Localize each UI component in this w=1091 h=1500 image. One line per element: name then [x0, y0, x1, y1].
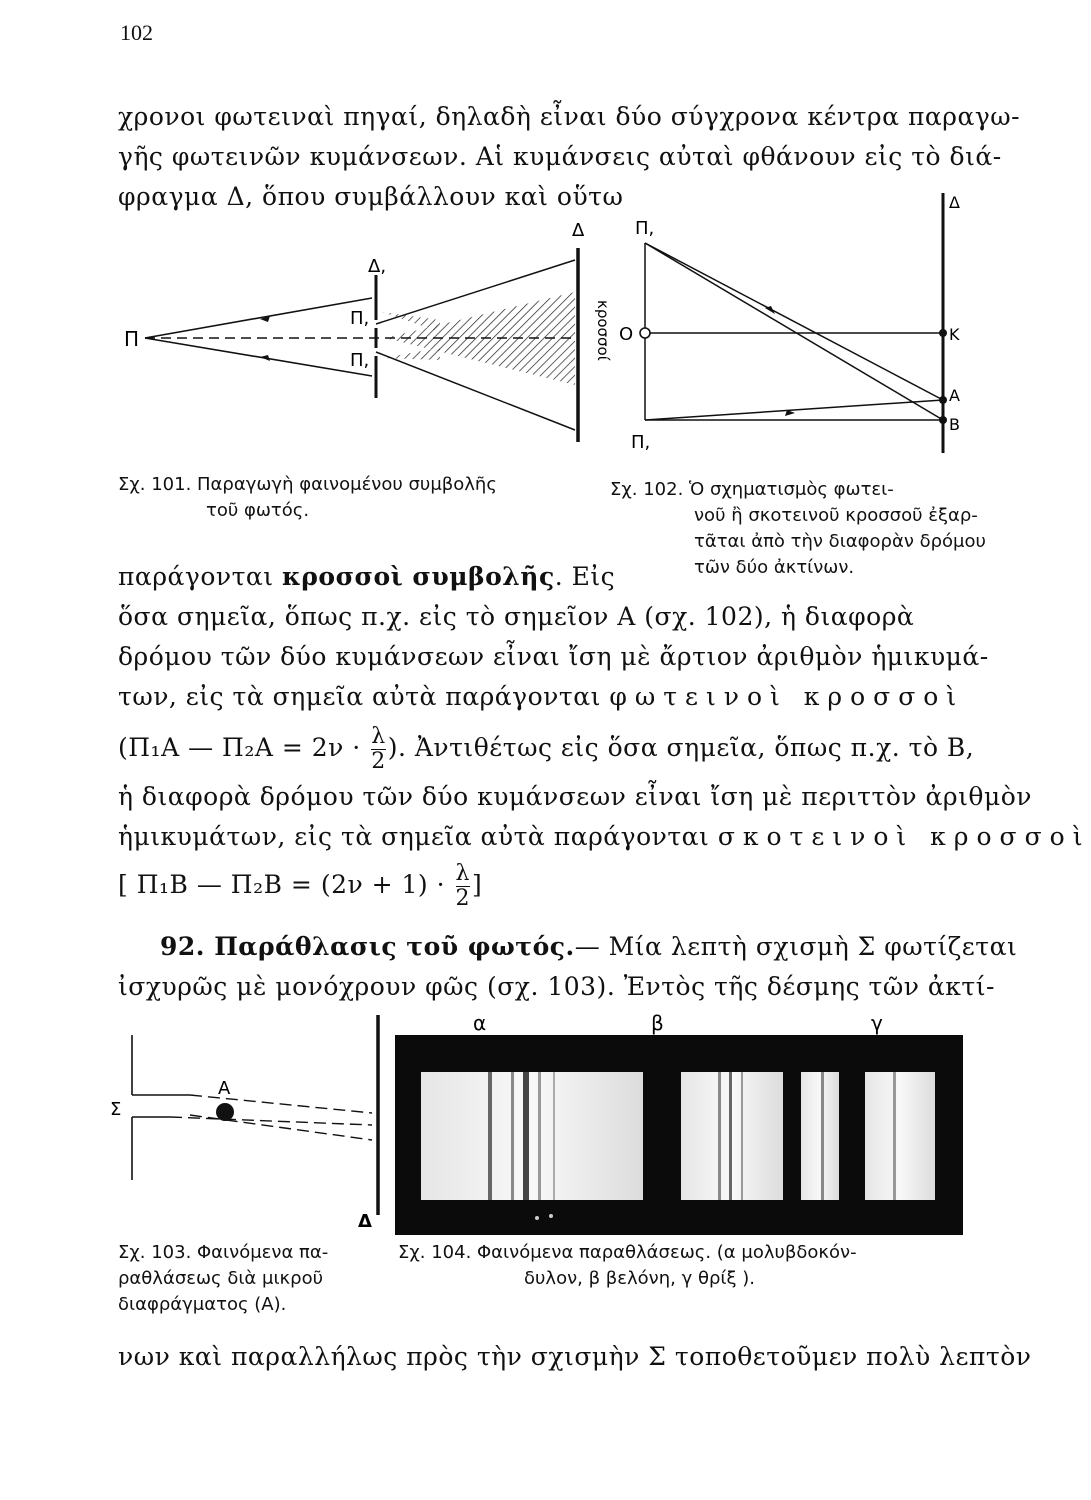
- fringe: [488, 1072, 492, 1200]
- panel-label: β: [651, 1011, 664, 1035]
- screen-label: Δ: [572, 220, 585, 241]
- text-line: [118, 560, 615, 594]
- emphasis-term: κροσσοὶ συμβολῆς: [282, 562, 555, 591]
- emphasis-term: φωτεινοὶ κροσσοὶ: [609, 682, 965, 711]
- text-line: νων καὶ παραλλήλως πρὸς τὴν σχισμὴν Σ τοποθετοῦμεν πολὺ λεπτὸν: [118, 1342, 1032, 1371]
- figure-102-caption: [610, 477, 986, 581]
- fringe: [741, 1072, 743, 1200]
- caption-line: Σχ. 102. Ὁ σχηματισμὸς φωτει-: [610, 479, 894, 500]
- caption-line: τοῦ φωτός.: [206, 500, 310, 521]
- slit-label: Π,: [350, 350, 370, 371]
- equation-line: [118, 862, 482, 911]
- fraction-numerator: λ: [371, 724, 386, 749]
- point-label: Ο: [619, 324, 634, 345]
- point-b: [939, 416, 947, 424]
- panel-alpha: [421, 1072, 643, 1200]
- section-heading-line: [160, 930, 1017, 964]
- text-line: δρόμου τῶν δύο κυμάνσεων εἶναι ἴση μὲ ἄρτιον ἀριθμὸν ἡμικυμά-: [118, 642, 989, 671]
- panel-label: γ: [871, 1011, 883, 1035]
- text-span: — Μία λεπτὴ σχισμὴ Σ φωτίζεται: [574, 932, 1018, 961]
- fringe: [718, 1072, 721, 1200]
- text-line: ἰσχυρῶς μὲ μονόχρουν φῶς (σχ. 103). Ἐντὸς τῆς δέσμης τῶν ἀκτί-: [118, 972, 996, 1001]
- fringe: [729, 1072, 732, 1200]
- caption-line: Σχ. 101. Παραγωγὴ φαινομένου συμβολῆς: [118, 474, 497, 495]
- panel-label: α: [473, 1011, 487, 1035]
- caption-line: ραθλάσεως διὰ μικροῦ: [118, 1268, 324, 1289]
- ray: [645, 243, 943, 400]
- text-line: φραγμα Δ, ὅπου συμβάλλουν καὶ οὕτω: [118, 182, 624, 211]
- caption-line: τῶν δύο ἀκτίνων.: [694, 557, 855, 578]
- text-span: ἡμικυμάτων, εἰς τὰ σημεῖα αὐτὰ παράγονται: [118, 822, 718, 851]
- caption-line: δυλον, β βελόνη, γ θρίξ ).: [524, 1268, 755, 1289]
- source-label: Π: [124, 327, 140, 351]
- ray: [190, 1115, 372, 1140]
- fraction-numerator: λ: [455, 861, 470, 886]
- equation-line: [118, 725, 974, 774]
- screen-label: Δ: [358, 1211, 372, 1232]
- text-line: ἡ διαφορὰ δρόμου τῶν δύο κυμάνσεων εἶναι ἴση μὲ περιττὸν ἀριθμὸν: [118, 782, 1032, 811]
- fringe: [893, 1072, 896, 1200]
- ray: [145, 298, 372, 338]
- equation-text: (Π₁Α — Π₂Α = 2ν ·: [118, 733, 361, 762]
- slit-label: Σ: [110, 1099, 122, 1120]
- section-heading: 92. Παράθλασις τοῦ φωτός.: [160, 932, 575, 961]
- panel-gamma-1: [801, 1072, 839, 1200]
- text-line: χρονοι φωτειναὶ πηγαί, δηλαδὴ εἶναι δύο σύγχρονα κέντρα παραγω-: [118, 102, 1021, 131]
- fraction-denominator: 2: [371, 749, 386, 774]
- point-o: [640, 328, 650, 338]
- text-line: [118, 680, 964, 714]
- text-span: των, εἰς τὰ σημεῖα αὐτὰ παράγονται: [118, 682, 610, 711]
- point-label: Α: [949, 386, 960, 405]
- point-label: Β: [949, 415, 960, 434]
- figure-103-diagram: [110, 1015, 390, 1240]
- point-label: Κ: [949, 325, 960, 344]
- fringe: [523, 1072, 529, 1200]
- page-number: 102: [120, 20, 153, 45]
- fraction: [371, 725, 386, 774]
- fringe: [538, 1072, 541, 1200]
- text-line: γῆς φωτεινῶν κυμάνσεων. Αἱ κυμάνσεις αὐταὶ φθάνουν εἰς τὸ διά-: [118, 142, 1002, 171]
- ray: [645, 243, 943, 420]
- figure-104-photo: [393, 1010, 973, 1240]
- caption-line: νοῦ ἢ σκοτεινοῦ κροσσοῦ ἐξαρ-: [694, 505, 978, 526]
- panel-gamma-2: [865, 1072, 935, 1200]
- ray: [170, 1117, 372, 1125]
- figure-101-caption: [118, 472, 497, 524]
- fringes-label: κροσσοί: [594, 300, 612, 361]
- caption-line: Σχ. 104. Φαινόμενα παραθλάσεως. (α μολυβδοκόν-: [398, 1242, 857, 1263]
- fraction-denominator: 2: [455, 886, 471, 911]
- slit-label: Π,: [350, 308, 370, 329]
- ray: [645, 400, 943, 420]
- figure-101-diagram: [110, 220, 610, 450]
- equation-text: [ Π₁Β — Π₂Β = (2ν + 1) ·: [118, 870, 446, 899]
- photo-speck: [549, 1214, 553, 1218]
- figure-104-caption: [398, 1240, 857, 1292]
- caption-line: τᾶται ἀπὸ τὴν διαφορὰν δρόμου: [694, 531, 986, 552]
- disc-a: [216, 1103, 234, 1121]
- point-a: [939, 396, 947, 404]
- barrier-label: Δ,: [368, 256, 387, 277]
- fringe: [821, 1072, 824, 1200]
- text-line: [118, 820, 1091, 854]
- fraction: [456, 862, 471, 911]
- fringe: [511, 1072, 514, 1200]
- point-label: Π,: [631, 432, 651, 453]
- equation-text: ]: [472, 870, 483, 899]
- ray: [145, 338, 372, 376]
- caption-line: Σχ. 103. Φαινόμενα πα-: [118, 1242, 329, 1263]
- screen-label: Δ: [949, 193, 960, 212]
- photo-speck: [535, 1216, 539, 1220]
- figure-103-caption: [118, 1240, 328, 1318]
- emphasis-term: σκοτεινοὶ κροσσοὶ: [717, 822, 1091, 851]
- point-label: Α: [218, 1078, 231, 1099]
- text-span: παράγονται: [118, 562, 283, 591]
- text-line: ὅσα σημεῖα, ὅπως π.χ. εἰς τὸ σημεῖον Α (σχ. 102), ἡ διαφορὰ: [118, 602, 915, 631]
- text-span: . Εἰς: [554, 562, 616, 591]
- point-label: Π,: [635, 218, 655, 239]
- equation-text: ). Ἀντιθέτως εἰς ὅσα σημεῖα, ὅπως π.χ. τὸ Β,: [387, 733, 975, 762]
- caption-line: διαφράγματος (Α).: [118, 1294, 287, 1315]
- point-k: [939, 329, 947, 337]
- fringe: [553, 1072, 555, 1200]
- figure-102-diagram: [615, 188, 975, 458]
